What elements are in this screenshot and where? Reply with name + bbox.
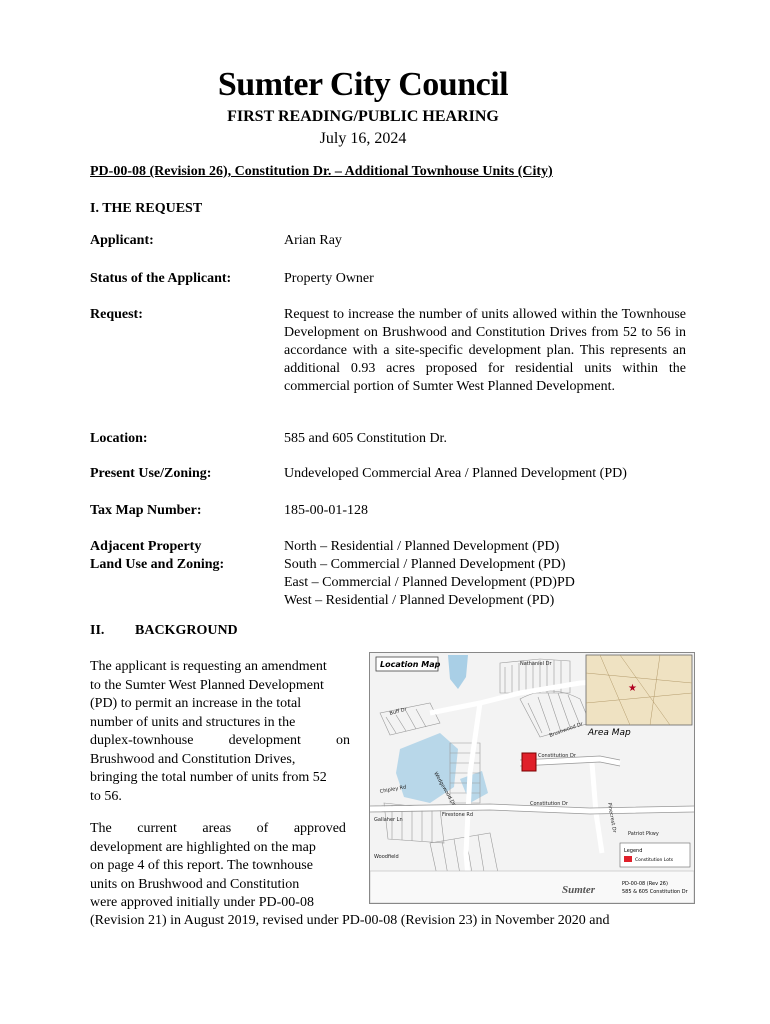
applicant-value: Arian Ray	[284, 233, 342, 248]
map-footer	[370, 871, 694, 903]
applicant-label: Applicant:	[90, 233, 154, 248]
street-patriot: Patriot Pkwy	[628, 831, 659, 837]
background-paragraph-1	[90, 658, 350, 806]
street-constitution-bottom: Constitution Dr	[530, 801, 568, 807]
location-map-graphic	[370, 653, 694, 903]
street-buff: Buff Dr	[388, 706, 408, 717]
p2-line: The current areas of approved	[90, 821, 346, 836]
street-nathaniel: Nathaniel Dr	[520, 661, 552, 667]
zoning-value: Undeveloped Commercial Area / Planned Development (PD)	[284, 466, 627, 481]
street-woodfield: Woodfield	[374, 854, 399, 860]
p1-line: to 56.	[90, 788, 122, 804]
request-label: Request:	[90, 307, 143, 322]
taxmap-value: 185-00-01-128	[284, 503, 368, 518]
p1-word: on	[336, 733, 350, 748]
p1-word: development	[228, 733, 301, 748]
area-map-star-icon: ★	[628, 683, 637, 694]
street-brushwood: Brushwood Dr	[548, 721, 584, 739]
p1-line: The applicant is requesting an amendment	[90, 659, 327, 674]
map-footer-title: PD-00-08 (Rev 26)	[622, 881, 668, 887]
status-value: Property Owner	[284, 271, 374, 286]
location-label: Location:	[90, 431, 148, 446]
section-background-heading: BACKGROUND	[135, 623, 238, 638]
location-map	[369, 652, 695, 904]
request-value: Request to increase the number of units allowed within the Townhouse Development on Brushwood and Constitution Drives from 52 to 56 in accordance with a site-specific development plan. This represents an additional 0.93 acres proposed for residential units within the commercial portion of Sumter West Planned Development.	[284, 307, 686, 394]
legend-title: Legend	[624, 848, 643, 854]
status-label: Status of the Applicant:	[90, 271, 232, 286]
p1-line: number of units and structures in the	[90, 714, 296, 730]
section-background-number: II.	[90, 623, 105, 638]
location-value: 585 and 605 Constitution Dr.	[284, 431, 447, 446]
p1-line	[90, 732, 350, 751]
p1-line: Brushwood and Constitution Drives,	[90, 751, 296, 767]
section-request-heading: I. THE REQUEST	[90, 201, 203, 216]
street-chipley: Chipley Rd	[379, 784, 407, 795]
adjacent-label-2: Land Use and Zoning:	[90, 557, 225, 572]
map-legend	[620, 843, 690, 867]
sumter-logo: Sumter	[562, 884, 596, 896]
p1-line: bringing the total number of units from 52	[90, 770, 327, 785]
p2-line: development are highlighted on the map	[90, 839, 316, 855]
street-gallaher: Gallaher Ln	[374, 817, 403, 823]
street-constitution-top: Constitution Dr	[538, 753, 576, 759]
location-map-label: Location Map	[380, 660, 441, 669]
p2-line: on page 4 of this report. The townhouse	[90, 858, 313, 873]
street-firestone: Firestone Rd	[442, 812, 474, 818]
zoning-label: Present Use/Zoning:	[90, 466, 212, 481]
p2-last-line: (Revision 21) in August 2019, revised under PD-00-08 (Revision 23) in November 2020 and	[90, 913, 610, 928]
p1-word: duplex-townhouse	[90, 733, 194, 748]
area-map-label: Area Map	[588, 728, 631, 738]
street-wedgewood: Wedgewood Dr	[432, 771, 457, 807]
adjacent-west: West – Residential / Planned Development (PD)	[284, 593, 555, 608]
legend-swatch	[624, 856, 632, 862]
p2-line: were approved initially under PD-00-08	[90, 895, 314, 910]
p1-line: (PD) to permit an increase in the total	[90, 696, 302, 711]
adjacent-south: South – Commercial / Planned Development (PD)	[284, 557, 566, 572]
p2-line: units on Brushwood and Constitution	[90, 876, 300, 892]
site-parcel	[522, 753, 536, 771]
p1-line: to the Sumter West Planned Development	[90, 677, 324, 693]
map-footer-address: 585 & 605 Constitution Dr	[622, 889, 688, 895]
legend-item: Constitution Lots	[635, 858, 674, 863]
case-title: PD-00-08 (Revision 26), Constitution Dr. – Additional Townhouse Units (City)	[90, 164, 553, 179]
adjacent-east: East – Commercial / Planned Development (PD)PD	[284, 575, 575, 590]
taxmap-label: Tax Map Number:	[90, 503, 202, 518]
meeting-date: July 16, 2024	[319, 130, 407, 147]
street-pinecrest: Pinecrest Dr	[606, 802, 618, 834]
meeting-type: FIRST READING/PUBLIC HEARING	[227, 108, 499, 125]
adjacent-label-1: Adjacent Property	[90, 539, 202, 554]
council-title: Sumter City Council	[217, 66, 509, 103]
background-paragraph-2	[90, 820, 350, 913]
adjacent-north: North – Residential / Planned Development (PD)	[284, 539, 560, 554]
area-map-inset	[586, 655, 692, 725]
